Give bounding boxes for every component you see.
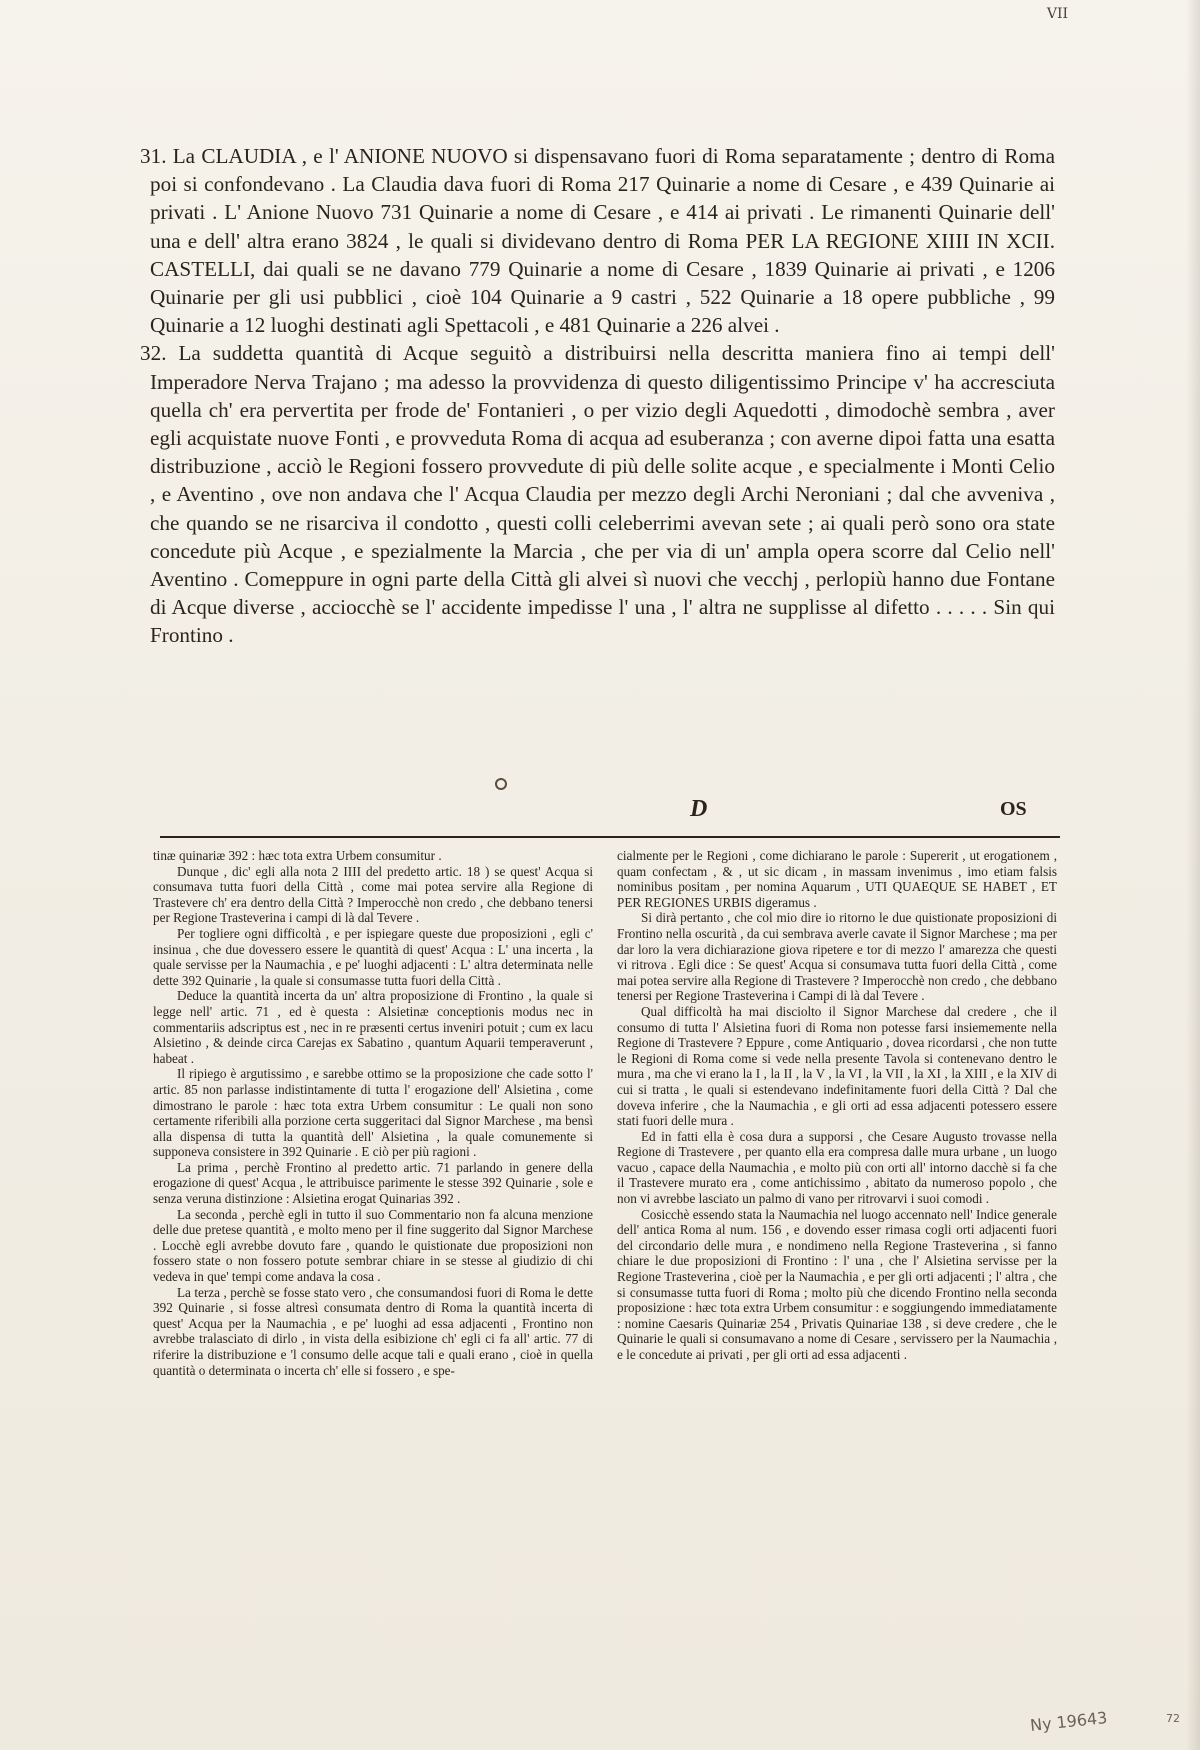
footnote-right-paragraph: Cosicchè essendo stata la Naumachia nel luogo accennato nell' Indice generale dell' antica Roma al num. 156 , e dovendo esser rimasa cogli orti adjacenti fuori del circondario delle mura , e nondimeno nella Regione Trasteverina , si fanno chiare le due proposizioni di Frontino : l' una , che l' Alsietina servisse per la Regione Trasteverina , cioè per la Naumachia , e per gli orti adjacenti ; l' altra , che si consumasse tutta fuori di Roma ; molto più che dicendo Frontino nella seconda proposizione : hæc tota extra Urbem consumitur : e soggiungendo immediatamente : nomine Caesaris Quinariæ 254 , Privatis Quinariae 138 , si deve credere , che le Quinarie le quali si consumavano a nome di Cesare , servissero per la Naumachia , e le concedute ai privati , per gli orti ad essa adjacenti . xyxy=(617,1206,1057,1362)
footnote-left-paragraph: La terza , perchè se fosse stato vero , che consumandosi fuori di Roma le dette 392 Quinarie , si fosse altresì consumata dentro di Roma la quantità incerta di quest' Acqua per la Naumachia , e pe' luoghi ad essa adjacenti , Frontino non avrebbe tralasciato di dirlo , in vista della esibizione ch' egli ci fa all' artic. 77 di riferire la distribuzione e 'l consumo delle acque tali e quali erano , cioè in quella quantità o determinata o incerta ch' elle si fossero , e spe- xyxy=(153,1284,593,1378)
paragraph-31: 31. La CLAUDIA , e l' ANIONE NUOVO si dispensavano fuori di Roma separatamente ; dentro di Roma poi si confondevano . La Claudia dava fuori di Roma 217 Quinarie a nome di Cesare , e 439 Quinarie ai privati . L' Anione Nuovo 731 Quinarie a nome di Cesare , e 414 ai privati . Le rimanenti Quinarie dell' una e dell' altra erano 3824 , le quali si dividevano dentro di Roma PER LA REGIONE XIIII IN XCII. CASTELLI, dai quali se ne davano 779 Quinarie a nome di Cesare , 1839 Quinarie ai privati , e 1206 Quinarie per gli usi pubblici , cioè 104 Quinarie a 9 castri , 522 Quinarie a 18 opere pubbliche , 99 Quinarie a 12 luoghi destinati agli Spettacoli , e 481 Quinarie a 226 alvei . xyxy=(140,144,1055,338)
footnote-divider xyxy=(160,836,1060,838)
footnote-right-paragraph: Si dirà pertanto , che col mio dire io ritorno le due quistionate proposizioni di Frontino nella oscurità , da cui sembrava averle cavate il Signor Marchese ; ma per dar loro la vera dichiarazione giova ripetere e tor di mezzo l' amarezza che questi vi ritrova . Egli dice : Se quest' Acqua si consumava tutta fuori della Città , come mai potea servire alla Regione di Trastevere ? Imperocchè non credo , che debbano tenersi per Regione Trasteverina i Campi di là dal Tevere . xyxy=(617,910,1057,1004)
footnote-right-paragraph: Qual difficoltà ha mai disciolto il Signor Marchese dal credere , che il consumo di tutta l' Alsietina fuori di Roma non potesse farsi insiememente nella Regione di Trastevere ? Eppure , come Antiquario , dovea ricordarsi , che non tutte le Regioni di Roma come si vede nella presente Tavola si contenevano dentro le mura , ma che vi erano la I , la II , la V , la VI , la VII , la XI , la XIII , e la XIV di cui si tratta , le quali si estendevano indefinitamente fuori della Città ? Dal che doveva inferire , che la Naumachia , e gli orti ad essa adjacenti potessero essere stati fuori delle mura . xyxy=(617,1003,1057,1129)
footnote-column-right xyxy=(617,848,1057,1363)
footnote-column-left xyxy=(153,848,593,1378)
corner-number: 72 xyxy=(1166,1712,1180,1725)
footnote-left-paragraph: Dunque , dic' egli alla nota 2 IIII del predetto artic. 18 ) se quest' Acqua si consumava tutta fuori della Città , come mai potea servire alla Regione di Trastevere ch' era dentro della Città ? Imperocchè non credo , che debbano tenersi per Regione Trasteverina i campi di là dal Tevere . xyxy=(153,863,593,926)
main-text-block xyxy=(140,142,1055,650)
handwritten-inventory-note: Ny 19643 xyxy=(1029,1708,1109,1735)
footnote-left-paragraph: La prima , perchè Frontino al predetto artic. 71 parlando in genere della erogazione di quest' Acqua , le attribuisce parimente le stesse 392 Quinarie , sole e senza veruna distinzione : Alsietina erogat Quinarias 392 . xyxy=(153,1159,593,1207)
footnote-right-paragraph: cialmente per le Regioni , come dichiarano le parole : Supererit , ut erogationem , quam confectam , & , ut sic dicam , in massam invenimus , imo etiam falsis nominibus positam , per nomina Aquarum , UTI QUAEQUE SE HABET , ET PER REGIONES URBIS digeramus . xyxy=(617,848,1057,910)
page-number: VII xyxy=(1046,6,1068,22)
catchword-right: OS xyxy=(1000,798,1027,820)
catchword-left: D xyxy=(690,796,708,822)
circle-ornament-icon xyxy=(495,778,507,790)
footnote-left-paragraph: Per togliere ogni difficoltà , e per ispiegare queste due proposizioni , egli c' insinua , che due dovessero essere le quantità di quest' Acqua : L' una incerta , la quale servisse per la Naumachia , e pe' luoghi adjacenti : L' altra determinata nelle dette 392 Quinarie , la quale si consumasse tutta fuori della Città . xyxy=(153,925,593,988)
footnote-right-paragraph: Ed in fatti ella è cosa dura a supporsi , che Cesare Augusto trovasse nella Regione di Trastevere , per quanto ella era compresa dalle mura urbane , un luogo vacuo , capace della Naumachia , e molto più con orti all' intorno dacchè si fa che il Trastevere murato era , come antichissimo , abitato da numeroso popolo , che non vi avrebbe lasciato un palmo di vano per ritrovarvi i suoi comodi . xyxy=(617,1128,1057,1207)
footnote-left-paragraph: Deduce la quantità incerta da un' altra proposizione di Frontino , la quale si legge nell' artic. 71 , ed è questa : Alsietinæ conceptionis modus nec in commentariis adscriptus est , nec in re præsenti certus inveniri potuit ; cum ex lacu Alsietino , & deinde circa Carejas ex Sabatino , quantum Aquarii temperaverunt , habeat . xyxy=(153,988,593,1066)
footnote-left-paragraph: Il ripiego è argutissimo , e sarebbe ottimo se la proposizione che cade sotto l' artic. 85 non parlasse indistintamente di tutta l' erogazione dell' Alsietina , come dimostrano le parole : hæc tota extra Urbem consumitur : Le quali non sono certamente riferibili alla porzione certa suggeritaci dal Signor Marchese , ma bensì alla dispensa di tutta la quantità dell' Alsietina , la quale comunemente si supponeva consistere in 392 Quinarie . E ciò per più ragioni . xyxy=(153,1066,593,1160)
paragraph-32: 32. La suddetta quantità di Acque seguitò a distribuirsi nella descritta maniera fino ai tempi dell' Imperadore Nerva Trajano ; ma adesso la provvidenza di questo diligentissimo Principe v' ha accresciuta quella ch' era pervertita per frode de' Fontanieri , o per vizio degli Aquedotti , dimodochè sembra , aver egli acquistate nuove Fonti , e provveduta Roma di acqua ad esuberanza ; con averne dipoi fatta una esatta distribuzione , acciò le Regioni fossero provvedute di più delle solite acque , e specialmente i Monti Celio , e Aventino , ove non andava che l' Acqua Claudia per mezzo degli Archi Neroniani ; dal che avveniva , che quando se ne risarciva il condotto , questi colli celeberrimi avevan sete ; ai quali però sono ora state concedute più Acque , e spezialmente la Marcia , che per via di un' ampla opera scorre dal Celio nell' Aventino . Comeppure in ogni parte della Città gli alvei sì nuovi che vecchj , perlopiù hanno due Fontane di Acque diverse , acciocchè se l' accidente impedisse l' una , l' altra ne supplisse al difetto . . . . . Sin qui Frontino . xyxy=(140,341,1055,648)
page-edge-shadow xyxy=(1186,0,1200,1750)
footnote-left-paragraph: La seconda , perchè egli in tutto il suo Commentario non fa alcuna menzione delle due pretese quantità , e molto meno per il fine suggerito dal Signor Marchese . Locchè egli avrebbe dovuto fare , quando le quistionate due proposizioni non fossero state o non fossero potute sembrar chiare in se stesse al giudizio di chi vedeva in que' tempi come andava la cosa . xyxy=(153,1206,593,1285)
footnote-left-paragraph: tinæ quinariæ 392 : hæc tota extra Urbem consumitur . xyxy=(153,848,442,863)
